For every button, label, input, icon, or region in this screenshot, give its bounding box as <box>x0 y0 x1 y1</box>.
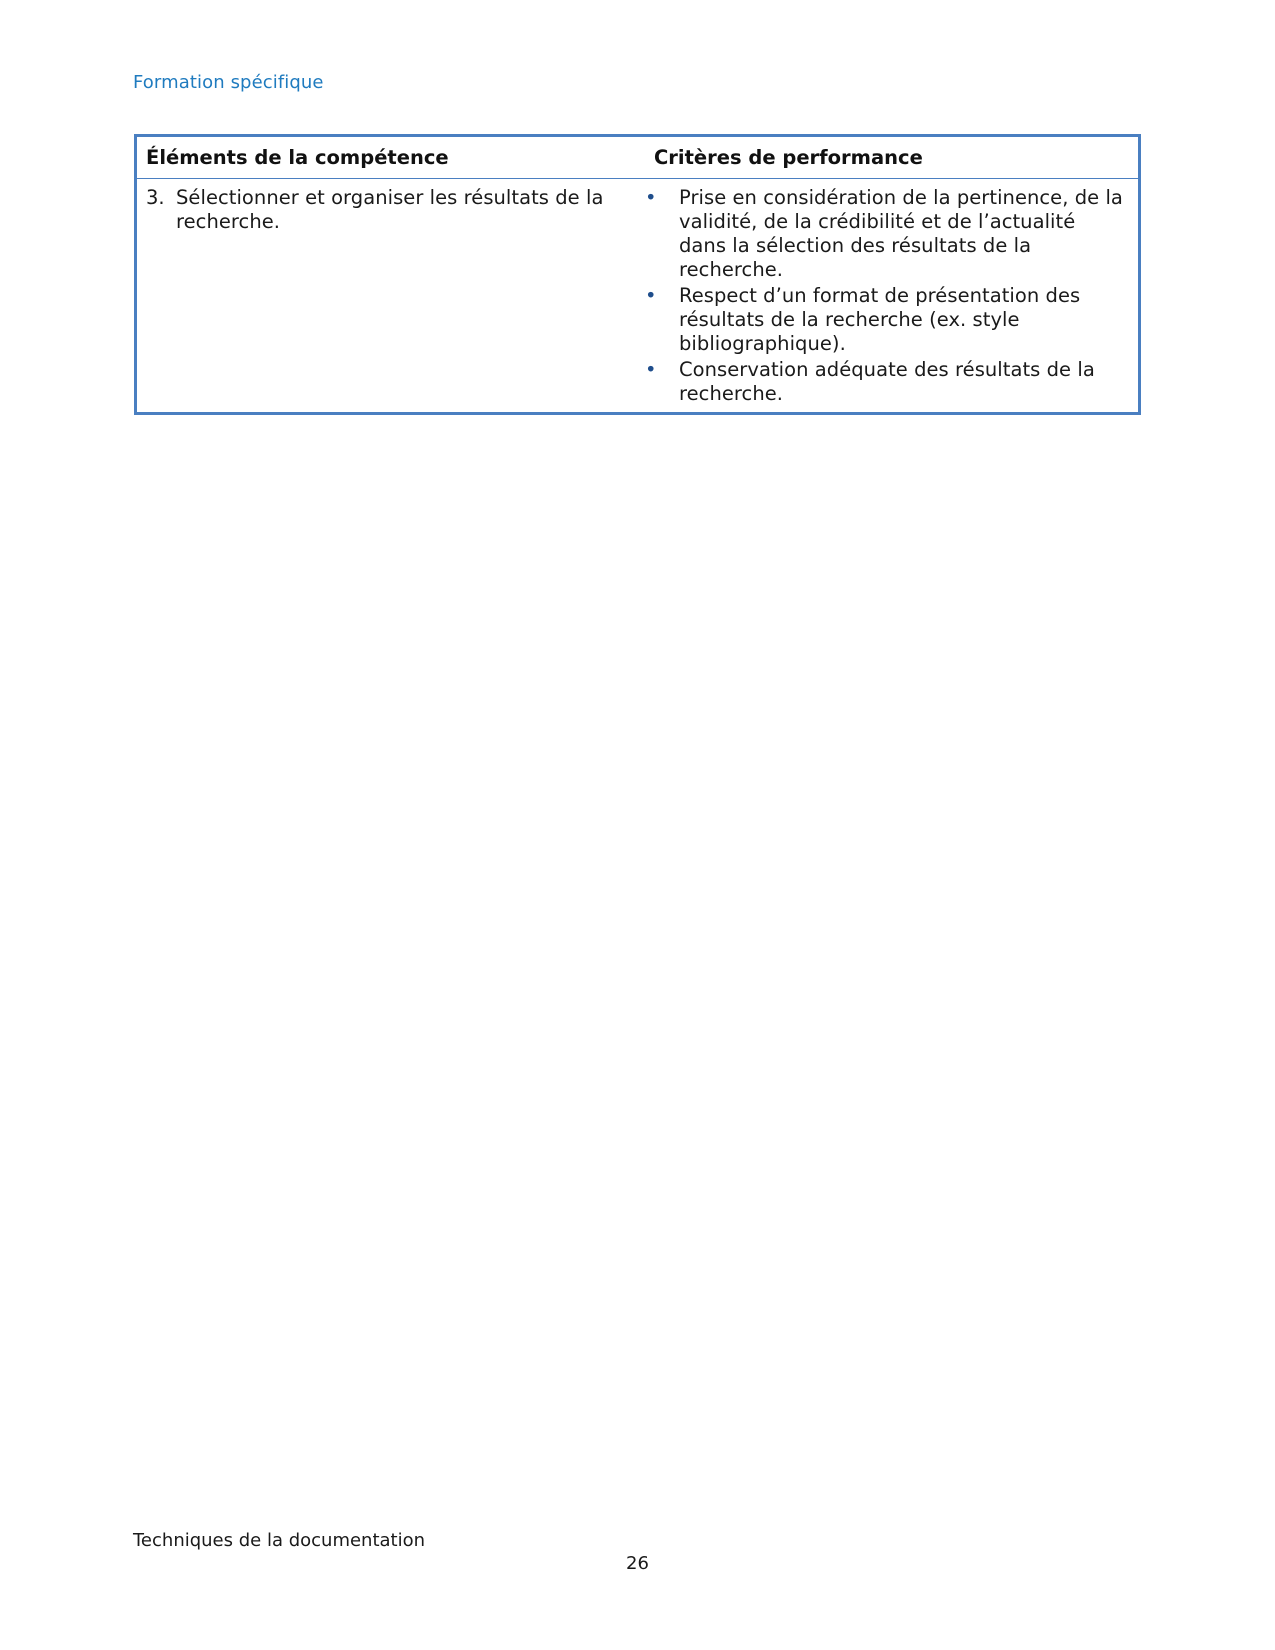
element-number: 3. <box>146 186 165 209</box>
table-header-row <box>137 137 1138 179</box>
bullet-icon: • <box>645 284 657 307</box>
criteria-text: Prise en considération de la pertinence, de la validité, de la crédibilité et de l’actualité dans la sélection des résultats de la recherche. <box>679 186 1123 281</box>
competence-table <box>134 134 1141 415</box>
page-number: 26 <box>626 1553 649 1574</box>
list-item <box>645 284 1124 356</box>
column-header-elements: Éléments de la compétence <box>146 146 449 169</box>
page-header-title: Formation spécifique <box>133 72 324 93</box>
element-text: Sélectionner et organiser les résultats de la recherche. <box>176 186 604 233</box>
criteria-text: Respect d’un format de présentation des résultats de la recherche (ex. style bibliographique). <box>679 284 1081 355</box>
list-item <box>645 186 1124 282</box>
table-row <box>137 179 1138 412</box>
bullet-icon: • <box>645 186 657 209</box>
bullet-icon: • <box>645 358 657 381</box>
criteria-cell <box>637 186 1138 408</box>
element-cell <box>137 186 637 408</box>
criteria-list <box>645 186 1124 406</box>
criteria-text: Conservation adéquate des résultats de la recherche. <box>679 358 1095 405</box>
column-header-criteria: Critères de performance <box>654 146 923 169</box>
list-item <box>645 358 1124 406</box>
footer-document-title: Techniques de la documentation <box>133 1530 426 1551</box>
